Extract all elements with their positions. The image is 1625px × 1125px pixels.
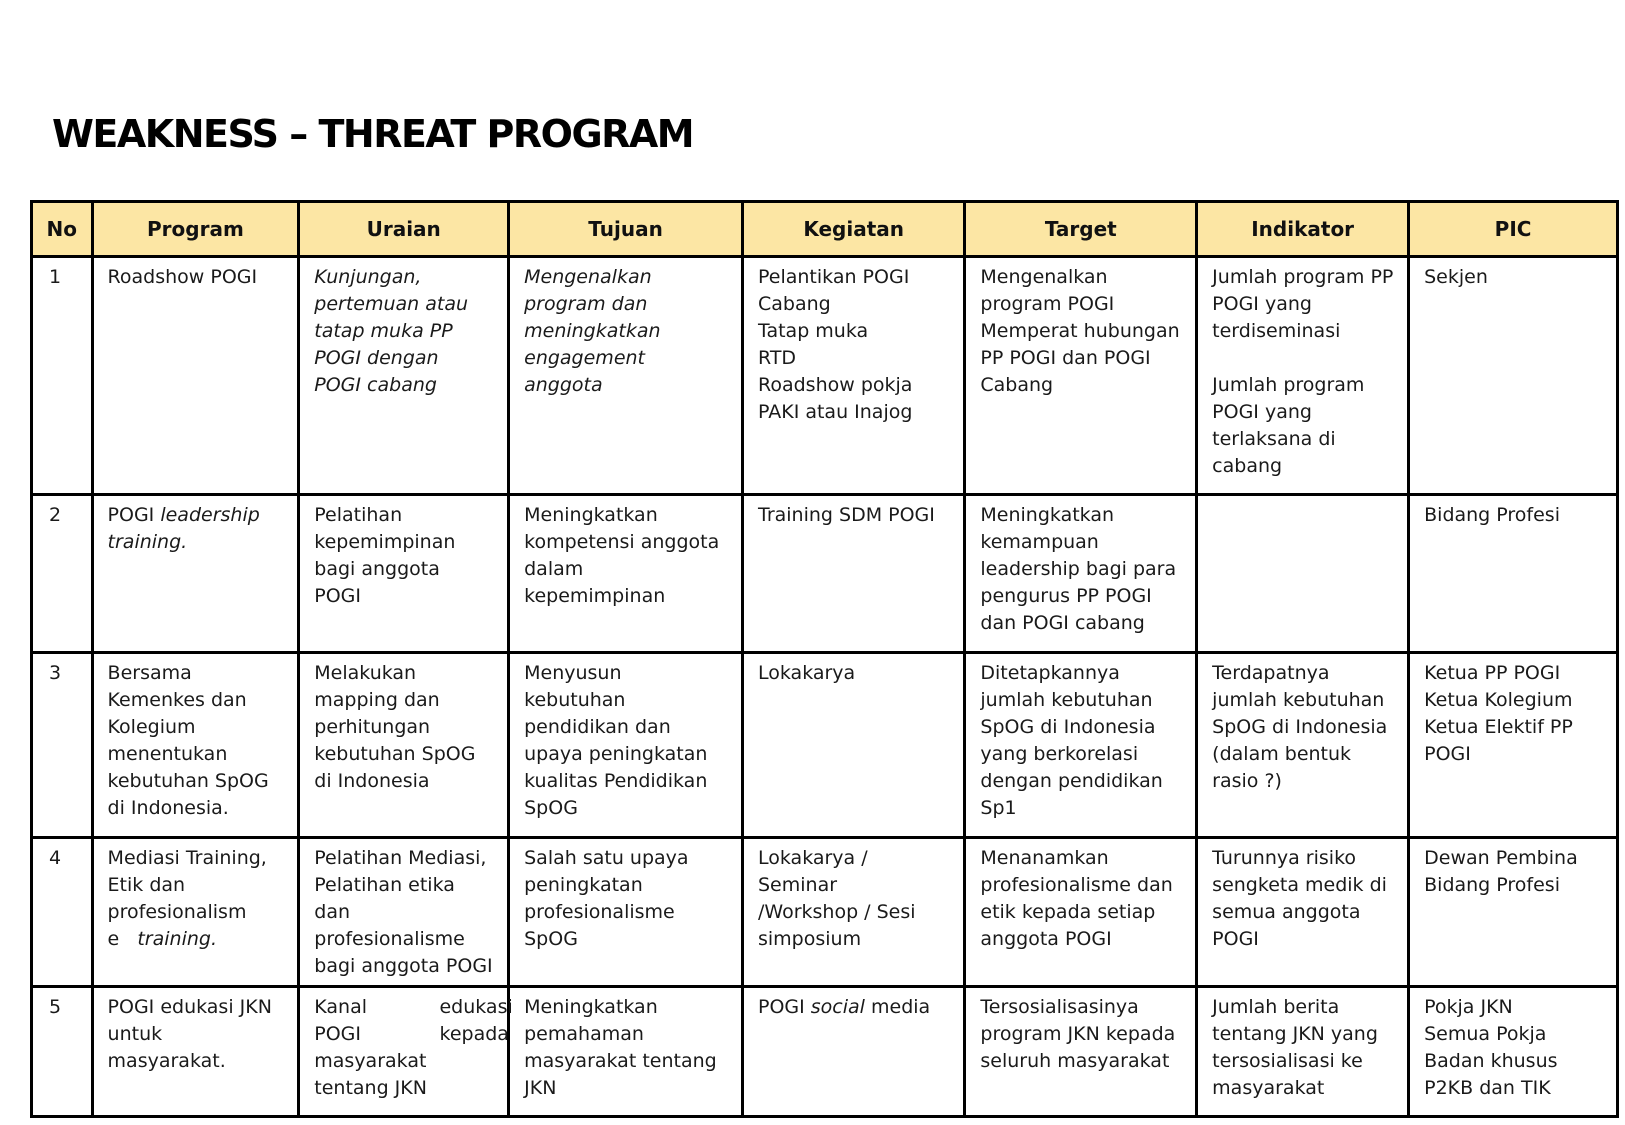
cell-line <box>108 926 286 953</box>
cell-line: cabang <box>1212 455 1283 477</box>
cell-line: POGI yang <box>1212 401 1312 423</box>
cell-line: Dewan Pembina <box>1424 847 1578 869</box>
cell-line: mapping dan <box>314 689 440 711</box>
cell-line: masyarakat <box>1212 1077 1325 1099</box>
cell-line: kepemimpinan <box>314 531 456 553</box>
cell-line: Semua Pokja <box>1424 1023 1547 1045</box>
cell-line: PAKI atau Inajog <box>758 401 913 423</box>
cell-line: program POGI <box>980 293 1115 315</box>
cell-pic <box>1409 653 1618 838</box>
text-run: POGI <box>107 504 161 526</box>
table-row <box>32 653 1618 838</box>
cell-line: Jumlah program <box>1212 374 1365 396</box>
cell-line: Mediasi Training, <box>107 847 267 869</box>
cell-line: kebutuhan SpOG <box>314 743 476 765</box>
cell-kegiatan <box>743 495 965 653</box>
cell-line: JKN <box>524 1077 557 1099</box>
cell-line: leadership bagi para <box>980 558 1177 580</box>
cell-line: di Indonesia <box>314 770 430 792</box>
cell-uraian <box>299 653 509 838</box>
cell-line: Tatap muka <box>758 320 869 342</box>
cell-tujuan <box>509 257 743 495</box>
cell-line: pertemuan atau <box>314 293 469 315</box>
cell-line: Menyusun <box>524 662 622 684</box>
cell-line: Salah satu upaya <box>524 847 689 869</box>
cell-line: sengketa medik di <box>1212 874 1387 896</box>
cell-line: dalam <box>524 558 584 580</box>
cell-line: simposium <box>758 928 862 950</box>
cell-line: Pelatihan Mediasi, <box>314 847 487 869</box>
cell-line: SpOG <box>524 797 578 819</box>
cell-line: Kolegium <box>107 716 196 738</box>
cell-line: P2KB dan TIK <box>1424 1077 1551 1099</box>
cell-line: training. <box>107 531 188 553</box>
cell-line: PP POGI dan POGI <box>980 347 1151 369</box>
cell-line: Ketua Kolegium <box>1424 689 1573 711</box>
cell-line: RTD <box>758 347 797 369</box>
cell-line: tentang JKN yang <box>1212 1023 1378 1045</box>
cell-uraian <box>299 257 509 495</box>
cell-line: Kanal edukasi <box>314 996 513 1018</box>
table-row <box>32 495 1618 653</box>
cell-line: Kemenkes dan <box>107 689 247 711</box>
cell-line: POGI <box>314 585 362 607</box>
cell-indikator <box>1197 987 1409 1117</box>
cell-line: kemampuan <box>980 531 1099 553</box>
cell-line: Mengenalkan <box>980 266 1108 288</box>
cell-line: POGI <box>1212 928 1259 950</box>
cell-line: Memperat hubungan <box>980 320 1180 342</box>
cell-line: Training SDM POGI <box>758 504 935 526</box>
cell-line: Meningkatkan <box>980 504 1115 526</box>
cell-line: Ditetapkannya <box>980 662 1120 684</box>
header-no: No <box>32 202 93 257</box>
cell-line: bagi anggota POGI <box>314 955 493 977</box>
cell-program <box>92 987 299 1117</box>
cell-line: kebutuhan SpOG <box>107 770 269 792</box>
cell-line: Lokakarya <box>758 662 856 684</box>
cell-no: 3 <box>32 653 93 838</box>
cell-line: kepemimpinan <box>524 585 666 607</box>
table-header-row <box>32 202 1618 257</box>
cell-line: SpOG <box>524 928 578 950</box>
cell-line: Bidang Profesi <box>1424 504 1560 526</box>
cell-line: Bidang Profesi <box>1424 874 1560 896</box>
cell-line: Pelatihan etika <box>314 874 455 896</box>
header-tujuan: Tujuan <box>509 202 743 257</box>
cell-line: POGI cabang <box>314 374 437 396</box>
cell-indikator <box>1197 257 1409 495</box>
cell-line: SpOG di Indonesia <box>1212 716 1388 738</box>
cell-line: /Workshop / Sesi <box>758 901 916 923</box>
cell-line <box>758 994 951 1021</box>
cell-kegiatan <box>743 987 965 1117</box>
header-target: Target <box>965 202 1197 257</box>
cell-indikator <box>1197 653 1409 838</box>
cell-line: Sekjen <box>1424 266 1488 288</box>
cell-line: Meningkatkan <box>524 504 658 526</box>
cell-line: untuk <box>107 1023 163 1045</box>
cell-tujuan <box>509 653 743 838</box>
cell-no: 4 <box>32 838 93 987</box>
text-run-italic: social <box>810 996 865 1018</box>
cell-program <box>92 495 299 653</box>
cell-line: kebutuhan <box>524 689 626 711</box>
cell-tujuan <box>509 987 743 1117</box>
cell-line: Pelantikan POGI <box>758 266 910 288</box>
cell-line: yang berkorelasi <box>980 743 1139 765</box>
cell-line: Kunjungan, <box>314 266 422 288</box>
cell-line: Sp1 <box>980 797 1017 819</box>
cell-line: terlaksana di <box>1212 428 1336 450</box>
cell-line: masyarakat <box>314 1050 427 1072</box>
cell-line: jumlah kebutuhan <box>1212 689 1385 711</box>
cell-line: kompetensi anggota <box>524 531 720 553</box>
cell-line: bagi anggota <box>314 558 440 580</box>
cell-line: peningkatan <box>524 874 643 896</box>
cell-line: Ketua Elektif PP <box>1424 716 1573 738</box>
cell-pic <box>1409 987 1618 1117</box>
cell-line: Cabang <box>758 293 831 315</box>
header-program: Program <box>92 202 299 257</box>
cell-line: tatap muka PP <box>314 320 453 342</box>
cell-line: profesionalisme dan <box>980 874 1173 896</box>
cell-line: masyarakat tentang <box>524 1050 717 1072</box>
cell-line: terdiseminasi <box>1212 320 1341 342</box>
text-run: e <box>107 928 138 950</box>
table-row <box>32 987 1618 1117</box>
weakness-threat-table <box>30 200 1619 1118</box>
cell-line: masyarakat. <box>107 1050 226 1072</box>
cell-line: etik kepada setiap <box>980 901 1156 923</box>
cell-line: Etik dan <box>107 874 186 896</box>
cell-line: Roadshow pokja <box>758 374 913 396</box>
cell-target <box>965 495 1197 653</box>
cell-tujuan <box>509 495 743 653</box>
cell-no: 2 <box>32 495 93 653</box>
cell-line: semua anggota <box>1212 901 1361 923</box>
cell-line: program dan <box>524 293 648 315</box>
cell-indikator-empty <box>1197 495 1409 653</box>
cell-uraian <box>299 987 513 1117</box>
cell-line <box>108 502 286 529</box>
cell-line: Terdapatnya <box>1212 662 1330 684</box>
cell-uraian <box>299 838 509 987</box>
cell-line: tersosialisasi ke <box>1212 1050 1363 1072</box>
cell-program <box>92 653 299 838</box>
cell-line: Mengenalkan <box>524 266 652 288</box>
cell-line: dan POGI cabang <box>980 612 1145 634</box>
cell-line: seluruh masyarakat <box>980 1050 1170 1072</box>
cell-line: di Indonesia. <box>107 797 229 819</box>
cell-line: Tersosialisasinya <box>980 996 1139 1018</box>
cell-line: anggota POGI <box>980 928 1112 950</box>
cell-uraian <box>299 495 509 653</box>
cell-kegiatan <box>743 838 965 987</box>
cell-line: program JKN kepada <box>980 1023 1176 1045</box>
cell-line: Lokakarya / Seminar <box>758 847 868 896</box>
text-run-italic: leadership <box>160 504 260 526</box>
header-pic: PIC <box>1409 202 1618 257</box>
cell-program <box>92 257 299 495</box>
table-row <box>32 257 1618 495</box>
cell-line: rasio ?) <box>1212 770 1282 792</box>
cell-line: dan <box>314 901 351 923</box>
cell-line: POGI <box>1424 743 1471 765</box>
text-run: POGI <box>758 996 811 1018</box>
cell-line: engagement anggota <box>524 347 645 396</box>
cell-line: profesionalism <box>107 901 247 923</box>
cell-line: POGI yang <box>1212 293 1312 315</box>
cell-line: profesionalisme <box>524 901 675 923</box>
cell-line: jumlah kebutuhan <box>980 689 1153 711</box>
cell-tujuan <box>509 838 743 987</box>
line-gap <box>1212 345 1395 372</box>
cell-line: Roadshow POGI <box>107 266 258 288</box>
cell-line: Pokja JKN <box>1424 996 1513 1018</box>
cell-pic <box>1409 495 1618 653</box>
text-run-italic: training. <box>137 928 218 950</box>
cell-line: tentang JKN <box>314 1077 427 1099</box>
cell-no: 5 <box>32 987 93 1117</box>
cell-line: Melakukan <box>314 662 417 684</box>
cell-line: profesionalisme <box>314 928 465 950</box>
cell-indikator <box>1197 838 1409 987</box>
cell-line: pemahaman <box>524 1023 644 1045</box>
cell-line: POGI edukasi JKN <box>107 996 272 1018</box>
cell-line: POGI kepada <box>314 1023 509 1045</box>
cell-target <box>965 987 1197 1117</box>
cell-line: dengan pendidikan <box>980 770 1163 792</box>
cell-line: Bersama <box>107 662 192 684</box>
cell-line: Meningkatkan <box>524 996 658 1018</box>
cell-line: perhitungan <box>314 716 431 738</box>
header-uraian: Uraian <box>299 202 509 257</box>
cell-line: Pelatihan <box>314 504 403 526</box>
header-indikator: Indikator <box>1197 202 1409 257</box>
table-row <box>32 838 1618 987</box>
cell-line: Menanamkan <box>980 847 1109 869</box>
cell-line: (dalam bentuk <box>1212 743 1352 765</box>
cell-no: 1 <box>32 257 93 495</box>
cell-pic <box>1409 257 1618 495</box>
cell-line: Cabang <box>980 374 1054 396</box>
cell-line: SpOG di Indonesia <box>980 716 1156 738</box>
page-title: WEAKNESS – THREAT PROGRAM <box>52 112 694 156</box>
cell-line: Jumlah program PP <box>1212 266 1394 288</box>
cell-line: pendidikan dan <box>524 716 671 738</box>
cell-line: menentukan <box>107 743 228 765</box>
cell-line: Jumlah berita <box>1212 996 1340 1018</box>
cell-line: Turunnya risiko <box>1212 847 1357 869</box>
cell-line: meningkatkan <box>524 320 661 342</box>
cell-line: kualitas Pendidikan <box>524 770 708 792</box>
cell-target <box>965 653 1197 838</box>
cell-target <box>965 257 1197 495</box>
header-kegiatan: Kegiatan <box>743 202 965 257</box>
cell-pic <box>1409 838 1618 987</box>
cell-target <box>965 838 1197 987</box>
cell-kegiatan <box>743 257 965 495</box>
cell-line: Badan khusus <box>1424 1050 1558 1072</box>
cell-line: Ketua PP POGI <box>1424 662 1561 684</box>
cell-line: POGI dengan <box>314 347 439 369</box>
cell-line: pengurus PP POGI <box>980 585 1152 607</box>
cell-line: upaya peningkatan <box>524 743 708 765</box>
cell-program <box>92 838 299 987</box>
text-run: media <box>864 996 931 1018</box>
cell-kegiatan <box>743 653 965 838</box>
